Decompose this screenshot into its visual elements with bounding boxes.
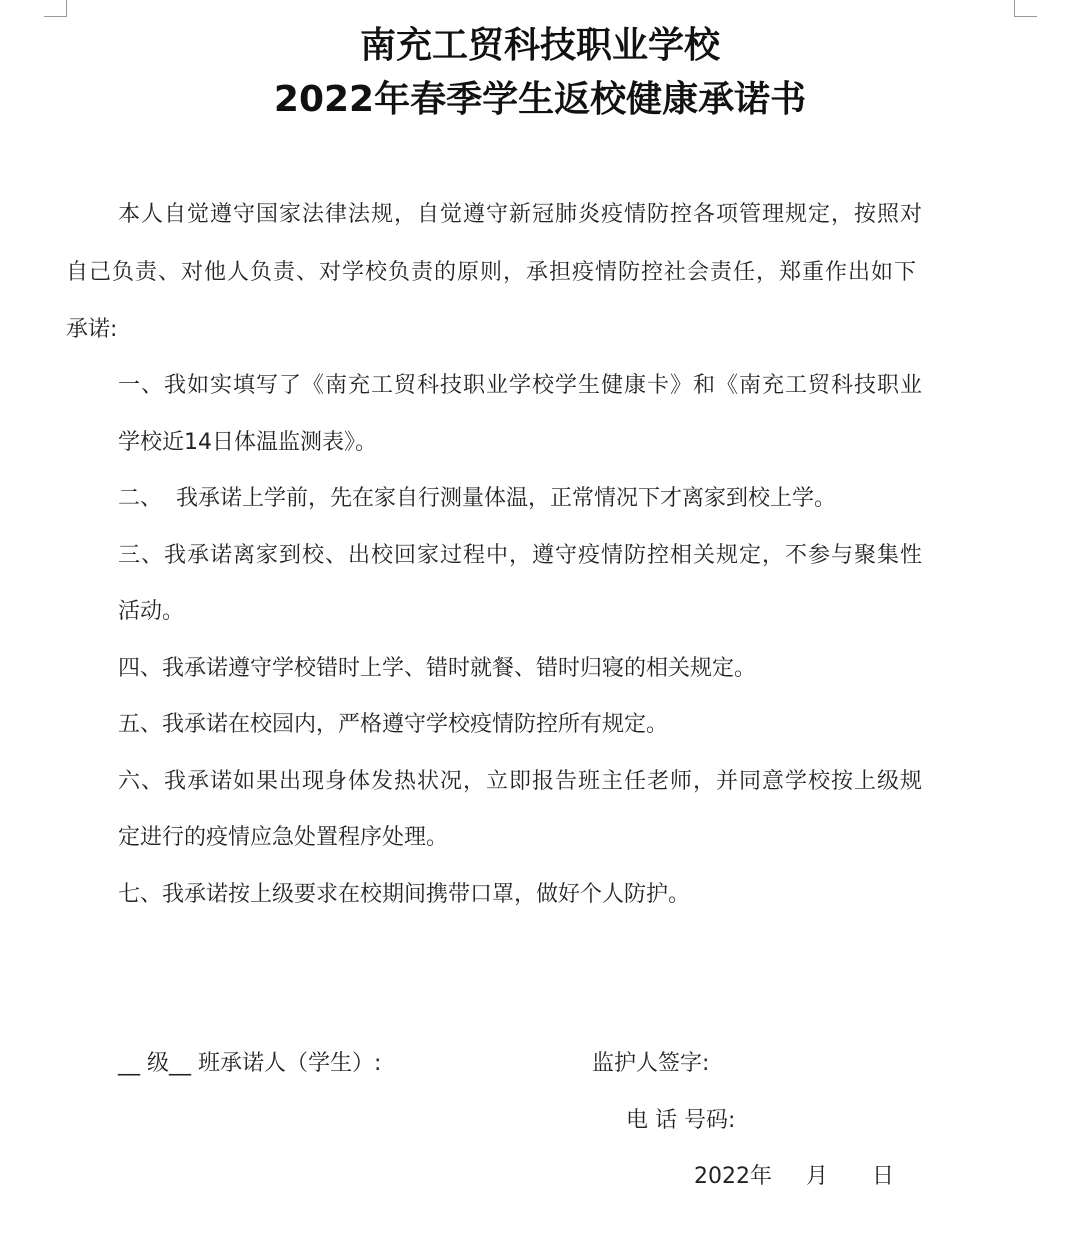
date-day: 日 [872, 1164, 895, 1189]
student-signature-label: __ 级__ 班承诺人（学生）: [118, 1051, 382, 1076]
pledge-item-3-line-1: 三、我承诺离家到校、出校回家过程中，遵守疫情防控相关规定，不参与聚集性 [118, 543, 924, 568]
pledge-item-3-line-2: 活动。 [118, 599, 185, 624]
date-year: 2022年 [694, 1164, 772, 1189]
pledge-item-1-line-1: 一、我如实填写了《南充工贸科技职业学校学生健康卡》和《南充工贸科技职业 [118, 373, 924, 398]
pledge-item-4: 四、我承诺遵守学校错时上学、错时就餐、错时归寝的相关规定。 [118, 656, 757, 681]
page-corner-mark-right [1014, 0, 1037, 17]
phone-number-label: 电 话 号码: [626, 1108, 736, 1133]
pledge-item-6-line-2: 定进行的疫情应急处置程序处理。 [118, 825, 449, 850]
intro-line-3: 承诺: [66, 317, 118, 342]
intro-line-2: 自己负责、对他人负责、对学校负责的原则，承担疫情防控社会责任，郑重作出如下 [66, 260, 918, 285]
date-month: 月 [806, 1164, 829, 1189]
guardian-signature-label: 监护人签字: [592, 1051, 710, 1076]
pledge-item-5: 五、我承诺在校园内，严格遵守学校疫情防控所有规定。 [118, 712, 669, 737]
pledge-item-7: 七、我承诺按上级要求在校期间携带口罩，做好个人防护。 [118, 882, 691, 907]
pledge-item-1-line-2: 学校近14日体温监测表》。 [118, 430, 377, 455]
intro-line-1: 本人自觉遵守国家法律法规，自觉遵守新冠肺炎疫情防控各项管理规定，按照对 [118, 202, 924, 227]
document-title-pledge: 2022年春季学生返校健康承诺书 [273, 79, 807, 120]
pledge-item-2: 二、 我承诺上学前，先在家自行测量体温，正常情况下才离家到校上学。 [118, 486, 836, 511]
page-corner-mark-left [44, 0, 67, 17]
document-title-school: 南充工贸科技职业学校 [359, 25, 720, 66]
pledge-item-6-line-1: 六、我承诺如果出现身体发热状况，立即报告班主任老师，并同意学校按上级规 [118, 769, 924, 794]
